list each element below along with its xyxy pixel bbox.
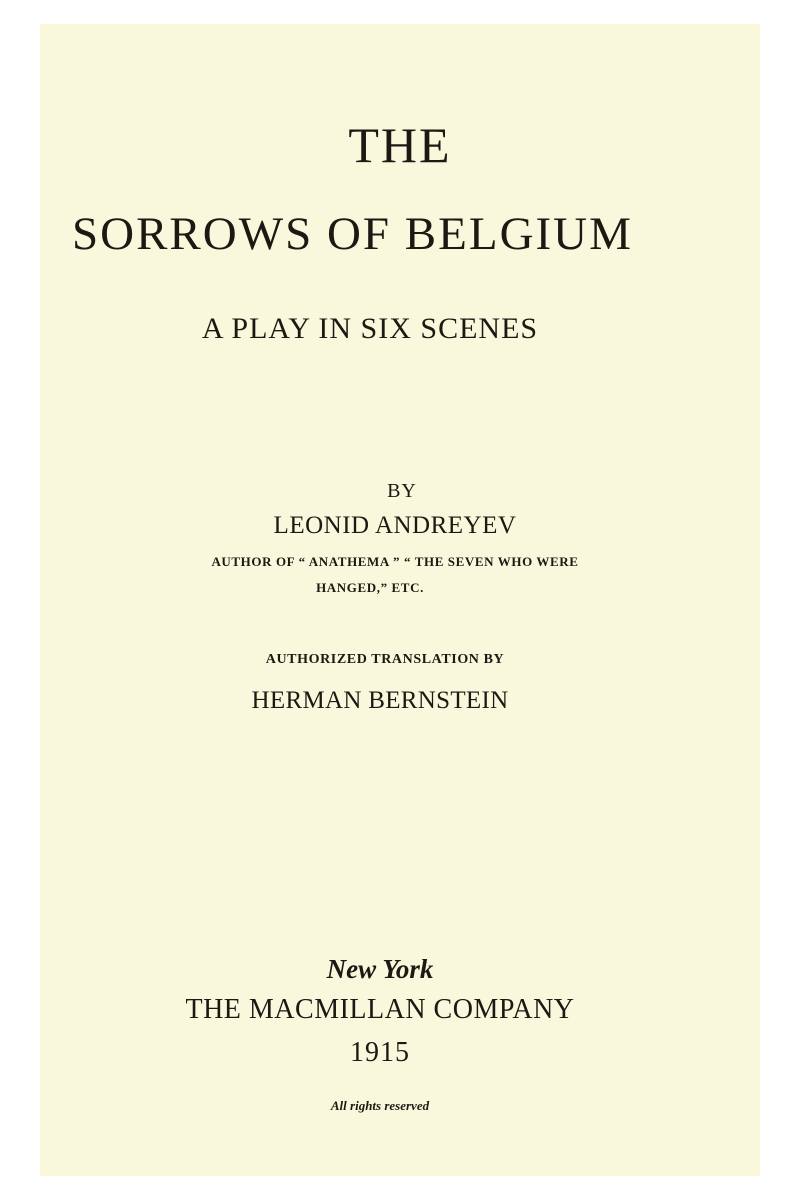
author-note-line-1: AUTHOR OF “ ANATHEMA ” “ THE SEVEN WHO WERE [211,554,579,569]
title-page [40,24,760,1176]
by-label: BY [387,480,417,502]
publication-year: 1915 [350,1037,410,1068]
rights-notice: All rights reserved [330,1098,430,1113]
title-line-2: SORROWS OF BELGIUM [72,208,633,260]
publisher-name: THE MACMILLAN COMPANY [185,994,575,1025]
subtitle: A PLAY IN SIX SCENES [201,312,539,345]
publication-place: New York [326,954,434,984]
translator-name: HERMAN BERNSTEIN [251,687,509,714]
author-note-line-2: HANGED,” ETC. [316,580,424,595]
author-name: LEONID ANDREYEV [273,512,517,539]
title-line-1: THE [348,117,452,173]
translation-note: AUTHORIZED TRANSLATION BY [265,652,505,667]
